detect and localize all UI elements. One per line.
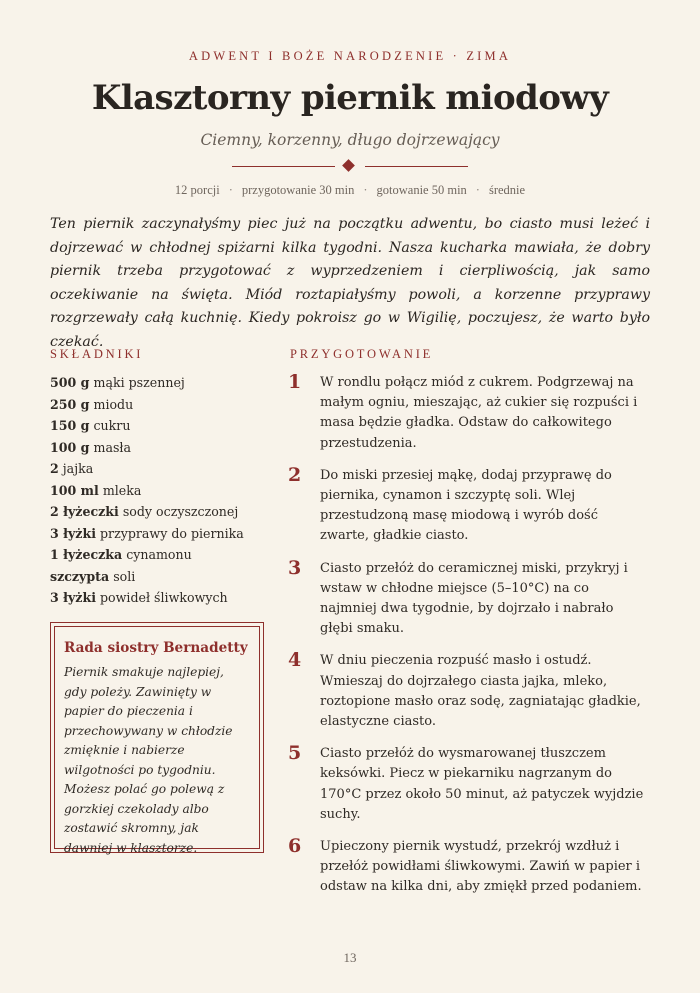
step-text: Ciasto przełóż do ceramicznej miski, przykryj i wstaw w chłodne miejsce (5–10°C) na co najmniej dwa tygodnie, by dojrzało i nabrało głębi smaku. [320,560,628,637]
ingredient-item [50,394,280,416]
recipe-meta [0,183,700,198]
ingredient-qty: 3 łyżki [50,590,96,605]
divider-line-right [365,166,468,167]
ingredient-name: jajka [62,461,94,476]
ingredient-name: mleka [102,482,142,498]
step-text: W rondlu połącz miód z cukrem. Podgrzewaj na małym ogniu, mieszając, aż cukier się rozpuści i masa będzie gładka. Odstaw do całkowitego przestudzenia. [320,375,638,451]
ingredient-name: soli [113,568,136,584]
meta-prep-time: przygotowanie 30 min [241,183,355,197]
ingredient-name: cukru [93,418,131,433]
ingredient-qty: 3 łyżki [50,525,96,541]
page-subtitle: Ciemny, korzenny, długo dojrzewający [200,131,500,149]
step-number: 4 [288,649,302,672]
ingredient-name: powideł śliwkowych [100,590,228,605]
tip-box [50,622,264,853]
ingredient-qty: 2 łyżeczki [50,504,119,519]
ingredient-qty: szczypta [50,568,110,584]
step-item [288,651,648,732]
ingredient-qty: 2 [50,461,59,476]
step-number: 3 [288,556,302,579]
ingredient-qty: 500 g [50,375,90,390]
step-item [288,463,648,547]
ingredient-item [50,480,280,502]
page-title: Klasztorny piernik miodowy [91,78,609,118]
step-text: Upieczony piernik wystudź, przekrój wzdłuż i przełóż powidłami śliwkowymi. Zawiń w papier i odstaw na kilka dni, aby zmiękł przed podaniem. [320,839,642,895]
ingredient-item [50,437,280,459]
ingredient-item [50,458,280,480]
ingredient-qty: 100 g [50,439,90,455]
step-item [288,744,648,825]
ingredients-list [50,372,280,609]
ingredients-heading: SKŁADNIKI [50,347,144,361]
step-item [288,373,648,454]
meta-separator: · [228,183,233,197]
preparation-heading: PRZYGOTOWANIE [290,347,434,361]
step-text: Ciasto przełóż do wysmarowanej tłuszczem keksówki. Piecz w piekarniku nagrzanym do 170°C przez około 50 minut, aż patyczek wyjdzie suchy. [320,746,644,822]
meta-separator: · [475,183,480,197]
ingredient-name: cynamonu [126,547,192,562]
ingredient-item [50,544,280,566]
diamond-icon [342,159,355,172]
step-text: W dniu pieczenia rozpuść masło i ostudź. Wmieszaj do dojrzałego ciasta jajka, mleko, roztopione masło oraz sodę, zagniatając gładkie, elastyczne ciasto. [320,653,641,730]
ingredient-item [50,372,280,394]
preparation-steps [288,373,648,910]
ingredient-item [50,415,280,437]
intro-paragraph: Ten piernik zaczynałyśmy piec już na początku adwentu, bo ciasto musi leżeć i dojrzewać w chłodnej spiżarni kilka tygodni. Nasza kucharka mawiała, że dobry piernik trzeba przygotować z wyprzedzeniem i cierpliwością, jak samo oczekiwanie na święta. Miód roztapiałyśmy powoli, a korzenne przyprawy rozgrzewały całą kuchnię. Kiedy pokroisz go w Wigilię, poczujesz, że warto było czekać. [50,216,650,350]
meta-separator: · [363,183,368,197]
tip-title: Rada siostry Bernadetty [64,640,248,656]
ingredient-name: miodu [93,396,134,412]
ingredient-item [50,501,280,523]
ingredient-name: masła [93,439,132,455]
divider-line-left [232,166,335,167]
ingredient-qty: 100 ml [50,482,99,498]
ingredient-qty: 1 łyżeczka [50,547,123,562]
ingredient-item [50,587,280,609]
step-item [288,837,648,898]
step-item [288,556,648,640]
ornament-divider [230,159,470,175]
ingredient-item [50,566,280,588]
page-number: 13 [343,950,357,965]
ingredient-item [50,523,280,545]
ingredient-name: mąki pszennej [93,375,185,390]
tip-text: Piernik smakuje najlepiej, gdy poleży. Zawinięty w papier do pieczenia i przechowywany w chłodzie zmięknie i nabierze wilgotności po tygodniu. Możesz polać go polewą z gorzkiej czekolady albo zostawić skromny, jak dawniej w klasztorze. [64,665,233,855]
ingredient-qty: 150 g [50,418,90,433]
meta-servings: 12 porcji [174,183,220,197]
ingredient-qty: 250 g [50,396,90,412]
step-text: Do miski przesiej mąkę, dodaj przyprawę do piernika, cynamon i szczyptę soli. Wlej przestudzoną masę miodową i wyrób dość zwarte, gładkie ciasto. [320,467,612,544]
step-number: 1 [288,371,302,393]
step-number: 2 [288,463,302,486]
step-number: 6 [288,835,302,858]
tip-box-inner [54,626,260,855]
ingredient-name: przyprawy do piernika [100,525,244,541]
section-kicker: ADWENT I BOŻE NARODZENIE · ZIMA [188,49,512,63]
ingredient-name: sody oczyszczonej [122,504,239,519]
meta-cook-time: gotowanie 50 min [376,183,467,197]
step-number: 5 [288,742,302,765]
meta-difficulty: średnie [488,183,526,197]
